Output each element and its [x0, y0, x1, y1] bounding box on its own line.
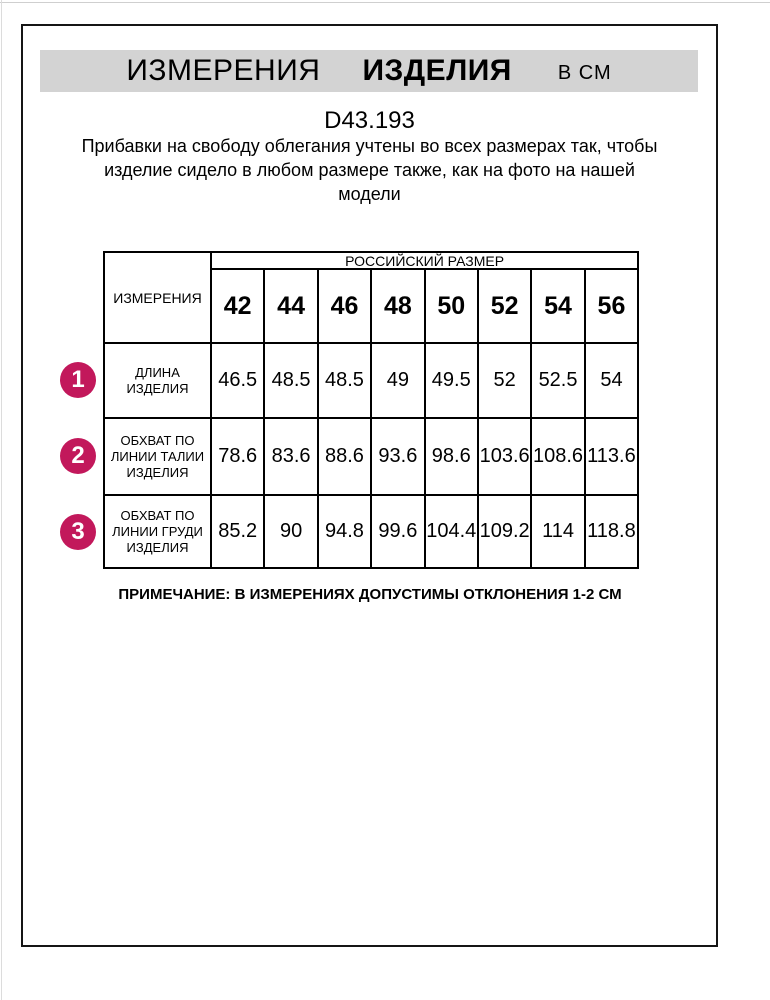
size-header-cell: 52 [478, 269, 531, 343]
product-code: D43.193 [324, 107, 415, 134]
page-edge-top [0, 2, 770, 3]
value-cell: 113.6 [585, 418, 638, 495]
value-cell: 52.5 [531, 343, 584, 418]
tolerance-note: ПРИМЕЧАНИЕ: В ИЗМЕРЕНИЯХ ДОПУСТИМЫ ОТКЛОНЕНИЯ 1-2 СМ [118, 586, 622, 603]
table-row-waist [104, 418, 638, 495]
row-number-badge-2: 2 [60, 438, 96, 474]
value-cell: 99.6 [371, 495, 424, 568]
header-title-measurements: ИЗМЕРЕНИЯ [126, 54, 321, 87]
value-cell: 48.5 [318, 343, 371, 418]
size-header-cell: 54 [531, 269, 584, 343]
fit-description-line: изделие сидело в любом размере также, как на фото на нашей [104, 160, 635, 180]
value-cell: 114 [531, 495, 584, 568]
table-row-length [104, 343, 638, 418]
size-header-cell: 42 [211, 269, 264, 343]
value-cell: 48.5 [264, 343, 317, 418]
row-label-length: ДЛИНА ИЗДЕЛИЯ [104, 343, 211, 418]
size-header-cell: 46 [318, 269, 371, 343]
value-cell: 98.6 [425, 418, 478, 495]
value-cell: 118.8 [585, 495, 638, 568]
value-cell: 108.6 [531, 418, 584, 495]
header-title-product: ИЗДЕЛИЯ [362, 54, 512, 87]
size-header-cell: 44 [264, 269, 317, 343]
fit-description [21, 134, 718, 206]
fit-description-line: модели [338, 184, 401, 204]
size-table [103, 251, 639, 569]
table-group-header-row [104, 252, 638, 269]
row-number-badge-1: 1 [60, 362, 96, 398]
value-cell: 85.2 [211, 495, 264, 568]
value-cell: 88.6 [318, 418, 371, 495]
value-cell: 93.6 [371, 418, 424, 495]
value-cell: 103.6 [478, 418, 531, 495]
value-cell: 94.8 [318, 495, 371, 568]
header-bar [40, 50, 698, 92]
russian-size-header: РОССИЙСКИЙ РАЗМЕР [211, 252, 638, 269]
size-header-cell: 56 [585, 269, 638, 343]
value-cell: 49 [371, 343, 424, 418]
value-cell: 78.6 [211, 418, 264, 495]
value-cell: 109.2 [478, 495, 531, 568]
value-cell: 46.5 [211, 343, 264, 418]
fit-description-line: Прибавки на свободу облегания учтены во всех размерах так, чтобы [81, 136, 658, 156]
value-cell: 49.5 [425, 343, 478, 418]
size-header-cell: 48 [371, 269, 424, 343]
value-cell: 104.4 [425, 495, 478, 568]
row-label-chest: ОБХВАТ ПО ЛИНИИ ГРУДИ ИЗДЕЛИЯ [104, 495, 211, 568]
page-edge-left [1, 0, 2, 1000]
value-cell: 52 [478, 343, 531, 418]
row-label-waist: ОБХВАТ ПО ЛИНИИ ТАЛИИ ИЗДЕЛИЯ [104, 418, 211, 495]
measurements-corner-cell: ИЗМЕРЕНИЯ [104, 252, 211, 343]
size-header-cell: 50 [425, 269, 478, 343]
value-cell: 90 [264, 495, 317, 568]
value-cell: 54 [585, 343, 638, 418]
value-cell: 83.6 [264, 418, 317, 495]
header-unit-label: В СМ [557, 61, 612, 84]
row-number-badge-3: 3 [60, 514, 96, 550]
table-row-chest [104, 495, 638, 568]
